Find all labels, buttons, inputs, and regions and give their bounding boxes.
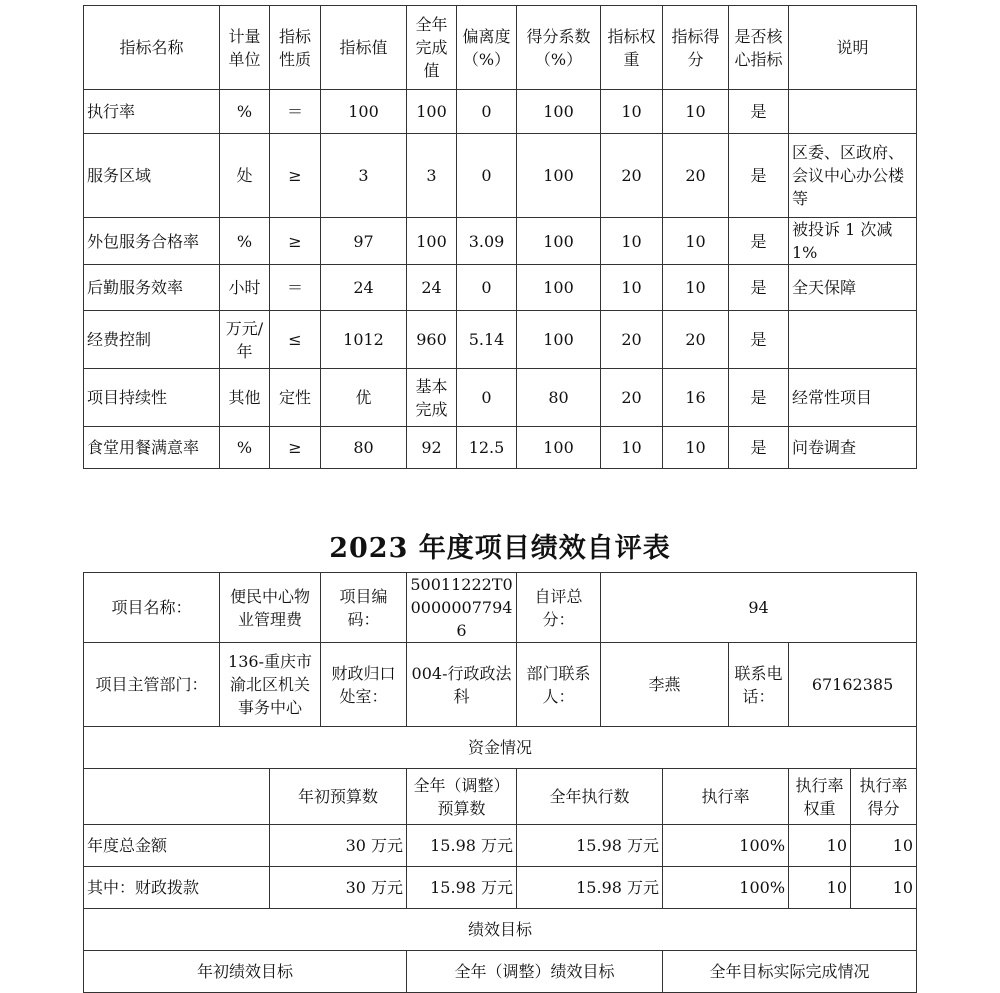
cell-target-value: 97 [321, 218, 407, 265]
cell-deviation: 5.14 [457, 311, 517, 369]
indicator-row [84, 90, 917, 134]
cell-nature: ≥ [270, 134, 321, 218]
cell-unit: % [220, 90, 270, 134]
department-label: 项目主管部门： [84, 643, 220, 727]
cell-unit: 其他 [220, 369, 270, 427]
cell-is-core: 是 [729, 427, 789, 469]
cell-score: 16 [663, 369, 729, 427]
indicator-table-body [84, 6, 917, 469]
cell-unit: 小时 [220, 265, 270, 311]
cell-description [789, 90, 917, 134]
funds-cell: 100% [663, 867, 789, 909]
cell-indicator-name: 服务区域 [84, 134, 220, 218]
cell-score: 20 [663, 311, 729, 369]
funds-cell: 10 [851, 867, 917, 909]
cell-nature: ≥ [270, 427, 321, 469]
header-is-core: 是否核心指标 [729, 6, 789, 90]
cell-nature: ＝ [270, 265, 321, 311]
indicator-table [83, 5, 917, 469]
cell-indicator-name: 项目持续性 [84, 369, 220, 427]
cell-score-coef: 100 [517, 311, 601, 369]
funds-cell: 30 万元 [270, 867, 407, 909]
header-target-value: 指标值 [321, 6, 407, 90]
cell-score-coef: 100 [517, 218, 601, 265]
cell-nature: ≤ [270, 311, 321, 369]
cell-actual-value: 100 [407, 90, 457, 134]
project-code-label: 项目编码： [321, 573, 407, 643]
funds-section-heading: 资金情况 [84, 727, 917, 769]
cell-weight: 20 [601, 369, 663, 427]
cell-deviation: 0 [457, 369, 517, 427]
self-score-label: 自评总分： [517, 573, 601, 643]
project-code: 50011222T000000077946 [407, 573, 517, 643]
cell-description: 问卷调查 [789, 427, 917, 469]
header-indicator-name: 指标名称 [84, 6, 220, 90]
goals-section-row [84, 909, 917, 951]
cell-nature: 定性 [270, 369, 321, 427]
funds-header-row [84, 769, 917, 825]
funds-row-label: 其中：财政拨款 [84, 867, 270, 909]
cell-description: 被投诉 1 次减 1% [789, 218, 917, 265]
cell-deviation: 0 [457, 265, 517, 311]
funds-row [84, 825, 917, 867]
cell-weight: 10 [601, 90, 663, 134]
funds-section-row [84, 727, 917, 769]
cell-unit: 万元/年 [220, 311, 270, 369]
cell-is-core: 是 [729, 311, 789, 369]
cell-score: 10 [663, 265, 729, 311]
cell-target-value: 24 [321, 265, 407, 311]
cell-score: 20 [663, 134, 729, 218]
funds-cell: 100% [663, 825, 789, 867]
indicator-row [84, 311, 917, 369]
funds-cell: 30 万元 [270, 825, 407, 867]
goals-header-initial: 年初绩效目标 [84, 951, 407, 993]
cell-deviation: 0 [457, 134, 517, 218]
funds-header-initial-budget: 年初预算数 [270, 769, 407, 825]
finance-office-label: 财政归口处室： [321, 643, 407, 727]
cell-actual-value: 92 [407, 427, 457, 469]
cell-score: 10 [663, 90, 729, 134]
funds-header-blank [84, 769, 270, 825]
cell-score-coef: 100 [517, 427, 601, 469]
cell-score-coef: 100 [517, 265, 601, 311]
department-row [84, 643, 917, 727]
funds-header-adjusted-budget: 全年（调整）预算数 [407, 769, 517, 825]
indicator-row [84, 427, 917, 469]
project-name: 便民中心物业管理费 [220, 573, 321, 643]
cell-deviation: 12.5 [457, 427, 517, 469]
goals-header-actual: 全年目标实际完成情况 [663, 951, 917, 993]
funds-cell: 15.98 万元 [517, 825, 663, 867]
cell-target-value: 1012 [321, 311, 407, 369]
cell-actual-value: 100 [407, 218, 457, 265]
cell-actual-value: 24 [407, 265, 457, 311]
cell-target-value: 优 [321, 369, 407, 427]
cell-unit: 处 [220, 134, 270, 218]
cell-score-coef: 80 [517, 369, 601, 427]
phone-label: 联系电话： [729, 643, 789, 727]
funds-cell: 10 [789, 825, 851, 867]
indicator-row [84, 134, 917, 218]
self-evaluation-table [83, 572, 917, 993]
phone-number: 67162385 [789, 643, 917, 727]
cell-description [789, 311, 917, 369]
department: 136-重庆市渝北区机关事务中心 [220, 643, 321, 727]
header-nature: 指标性质 [270, 6, 321, 90]
cell-unit: % [220, 218, 270, 265]
header-unit: 计量单位 [220, 6, 270, 90]
cell-indicator-name: 外包服务合格率 [84, 218, 220, 265]
header-score-coef: 得分系数（%） [517, 6, 601, 90]
cell-is-core: 是 [729, 218, 789, 265]
cell-indicator-name: 食堂用餐满意率 [84, 427, 220, 469]
finance-office: 004-行政政法科 [407, 643, 517, 727]
goals-section-heading: 绩效目标 [84, 909, 917, 951]
indicator-header-row [84, 6, 917, 90]
cell-is-core: 是 [729, 90, 789, 134]
indicator-row [84, 369, 917, 427]
funds-cell: 15.98 万元 [407, 825, 517, 867]
cell-indicator-name: 执行率 [84, 90, 220, 134]
funds-header-rate-weight: 执行率权重 [789, 769, 851, 825]
cell-actual-value: 基本完成 [407, 369, 457, 427]
cell-actual-value: 960 [407, 311, 457, 369]
cell-weight: 20 [601, 311, 663, 369]
contact-person: 李燕 [601, 643, 729, 727]
goals-header-row [84, 951, 917, 993]
cell-is-core: 是 [729, 265, 789, 311]
self-score: 94 [601, 573, 917, 643]
contact-label: 部门联系人： [517, 643, 601, 727]
cell-weight: 20 [601, 134, 663, 218]
project-info-row [84, 573, 917, 643]
cell-indicator-name: 后勤服务效率 [84, 265, 220, 311]
cell-description: 区委、区政府、会议中心办公楼等 [789, 134, 917, 218]
cell-actual-value: 3 [407, 134, 457, 218]
cell-score: 10 [663, 218, 729, 265]
cell-target-value: 100 [321, 90, 407, 134]
funds-header-rate-score: 执行率得分 [851, 769, 917, 825]
header-description: 说明 [789, 6, 917, 90]
funds-row-label: 年度总金额 [84, 825, 270, 867]
cell-target-value: 3 [321, 134, 407, 218]
cell-nature: ＝ [270, 90, 321, 134]
cell-unit: % [220, 427, 270, 469]
cell-nature: ≥ [270, 218, 321, 265]
header-score: 指标得分 [663, 6, 729, 90]
cell-description: 全天保障 [789, 265, 917, 311]
funds-header-executed: 全年执行数 [517, 769, 663, 825]
indicator-row [84, 218, 917, 265]
cell-score-coef: 100 [517, 134, 601, 218]
cell-score-coef: 100 [517, 90, 601, 134]
cell-is-core: 是 [729, 134, 789, 218]
funds-cell: 10 [789, 867, 851, 909]
cell-is-core: 是 [729, 369, 789, 427]
cell-deviation: 3.09 [457, 218, 517, 265]
cell-score: 10 [663, 427, 729, 469]
funds-cell: 10 [851, 825, 917, 867]
cell-weight: 10 [601, 265, 663, 311]
cell-target-value: 80 [321, 427, 407, 469]
funds-cell: 15.98 万元 [407, 867, 517, 909]
funds-header-execution-rate: 执行率 [663, 769, 789, 825]
funds-row [84, 867, 917, 909]
header-weight: 指标权重 [601, 6, 663, 90]
header-deviation: 偏离度（%） [457, 6, 517, 90]
project-name-label: 项目名称： [84, 573, 220, 643]
cell-deviation: 0 [457, 90, 517, 134]
funds-cell: 15.98 万元 [517, 867, 663, 909]
cell-description: 经常性项目 [789, 369, 917, 427]
indicator-row [84, 265, 917, 311]
cell-weight: 10 [601, 427, 663, 469]
cell-indicator-name: 经费控制 [84, 311, 220, 369]
cell-weight: 10 [601, 218, 663, 265]
header-actual-value: 全年完成值 [407, 6, 457, 90]
page-title: 2023 年度项目绩效自评表 [329, 533, 671, 564]
goals-header-adjusted: 全年（调整）绩效目标 [407, 951, 663, 993]
